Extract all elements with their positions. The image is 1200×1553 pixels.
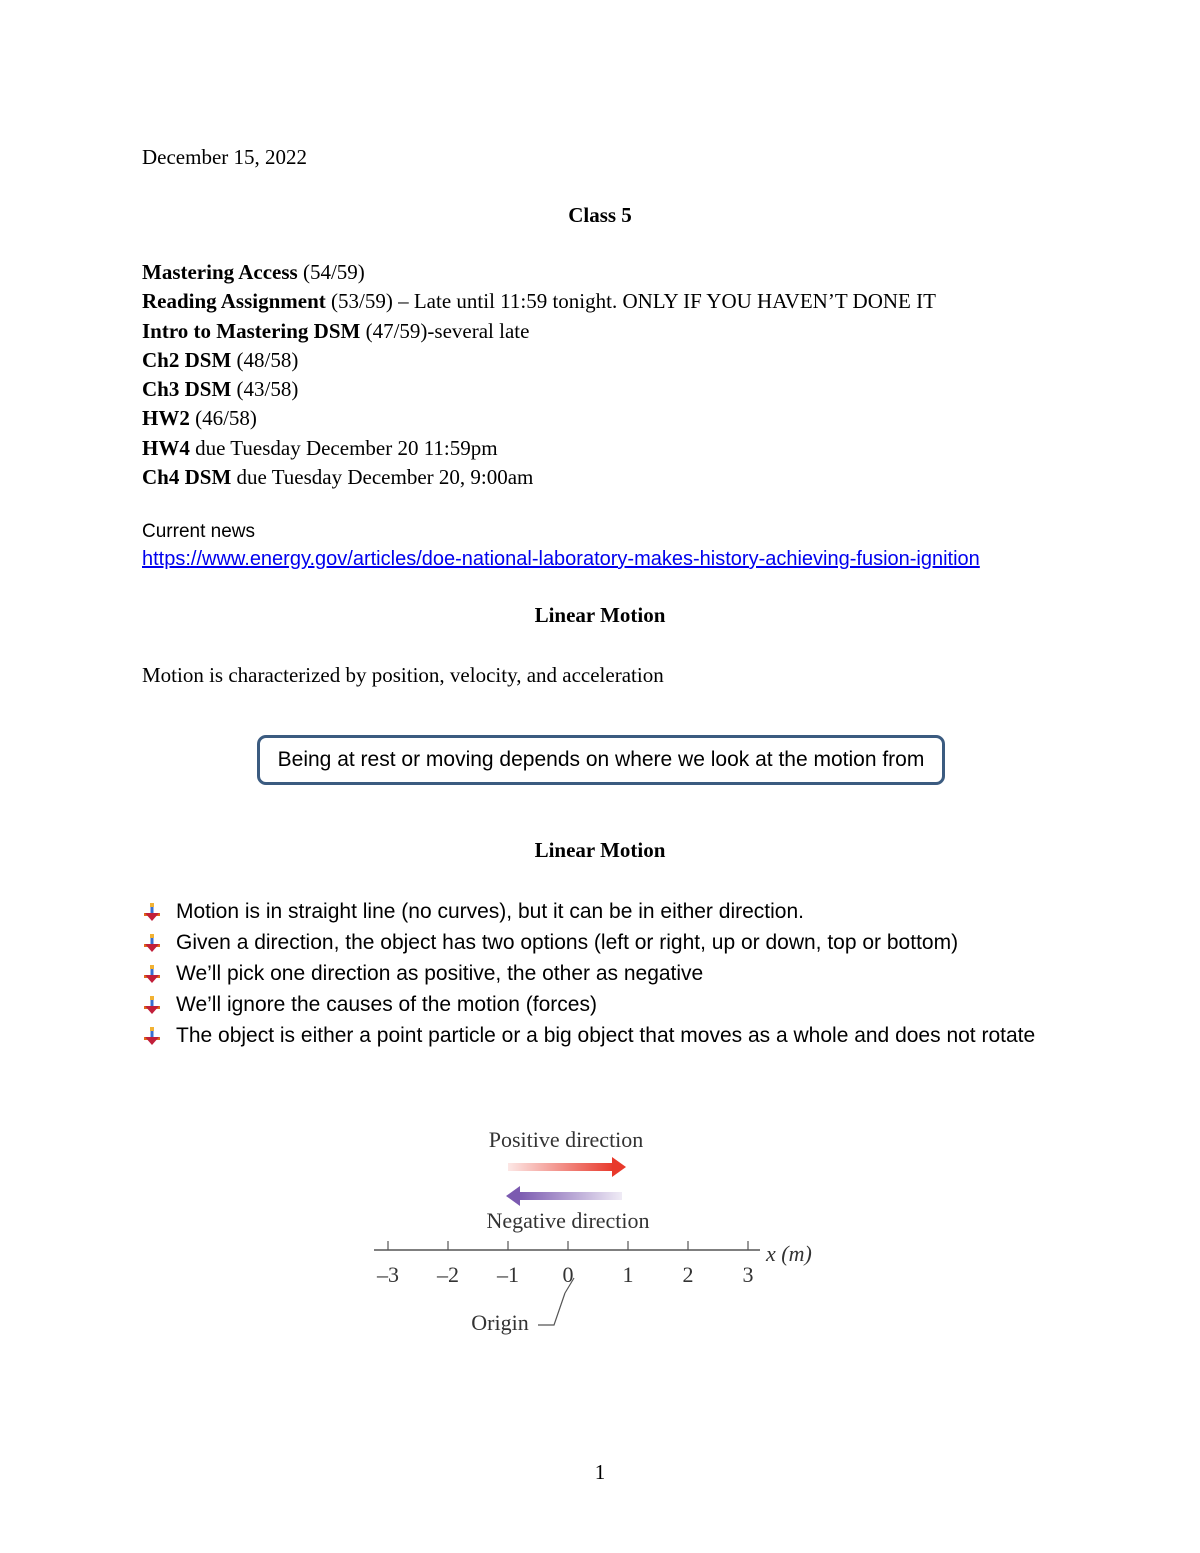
motion-description: Motion is characterized by position, velocity, and acceleration: [142, 663, 664, 687]
origin-leader-line: [538, 1293, 565, 1325]
page-number: 1: [594, 1460, 606, 1484]
axis-label: x (m): [766, 1241, 812, 1266]
axis-tick-label: –3: [377, 1262, 399, 1287]
section-heading: Linear Motion: [534, 603, 666, 627]
negative-arrow: [506, 1186, 622, 1206]
bullet-arrow-icon: [142, 964, 162, 984]
axis-tick-label: 2: [682, 1262, 694, 1287]
positive-direction-label: Positive direction: [488, 1127, 644, 1152]
axis-tick-label: 3: [742, 1262, 754, 1287]
assignment-item: Reading Assignment (53/59) – Late until 11:59 tonight. ONLY IF YOU HAVEN’T DONE IT: [142, 289, 936, 313]
axis-tick-label: –1: [497, 1262, 519, 1287]
document-date: December 15, 2022: [142, 145, 308, 169]
axis-ticks: [376, 1241, 754, 1287]
assignment-item: Ch3 DSM (43/58): [142, 377, 299, 401]
bullet-arrow-icon: [142, 1026, 162, 1046]
number-line-figure: [360, 1120, 840, 1350]
class-title: Class 5: [568, 203, 632, 227]
assignment-item: HW2 (46/58): [142, 406, 257, 430]
negative-direction-label: Negative direction: [486, 1208, 650, 1233]
news-label: Current news: [142, 521, 255, 542]
assignment-item: Mastering Access (54/59): [142, 260, 365, 284]
assignment-item: Intro to Mastering DSM (47/59)-several late: [142, 319, 530, 343]
axis-tick-label: –2: [437, 1262, 459, 1287]
assignment-item: Ch2 DSM (48/58): [142, 348, 299, 372]
bullet-arrow-icon: [142, 902, 162, 922]
positive-arrow: [508, 1157, 626, 1177]
axis-tick-label: 1: [622, 1262, 634, 1287]
section-heading: Linear Motion: [534, 838, 666, 862]
news-link[interactable]: https://www.energy.gov/articles/doe-national-laboratory-makes-history-achieving-fusion-ignition: [142, 548, 980, 570]
bullet-arrow-icon: [142, 995, 162, 1015]
axis-tick-label: 0: [562, 1262, 574, 1287]
bullet-arrow-icon: [142, 933, 162, 953]
assignment-item: HW4 due Tuesday December 20 11:59pm: [142, 436, 498, 460]
origin-label: Origin: [471, 1310, 529, 1335]
assignment-item: Ch4 DSM due Tuesday December 20, 9:00am: [142, 465, 534, 489]
callout-text: Being at rest or moving depends on where we look at the motion from: [277, 748, 925, 771]
callout-box: [257, 735, 945, 785]
